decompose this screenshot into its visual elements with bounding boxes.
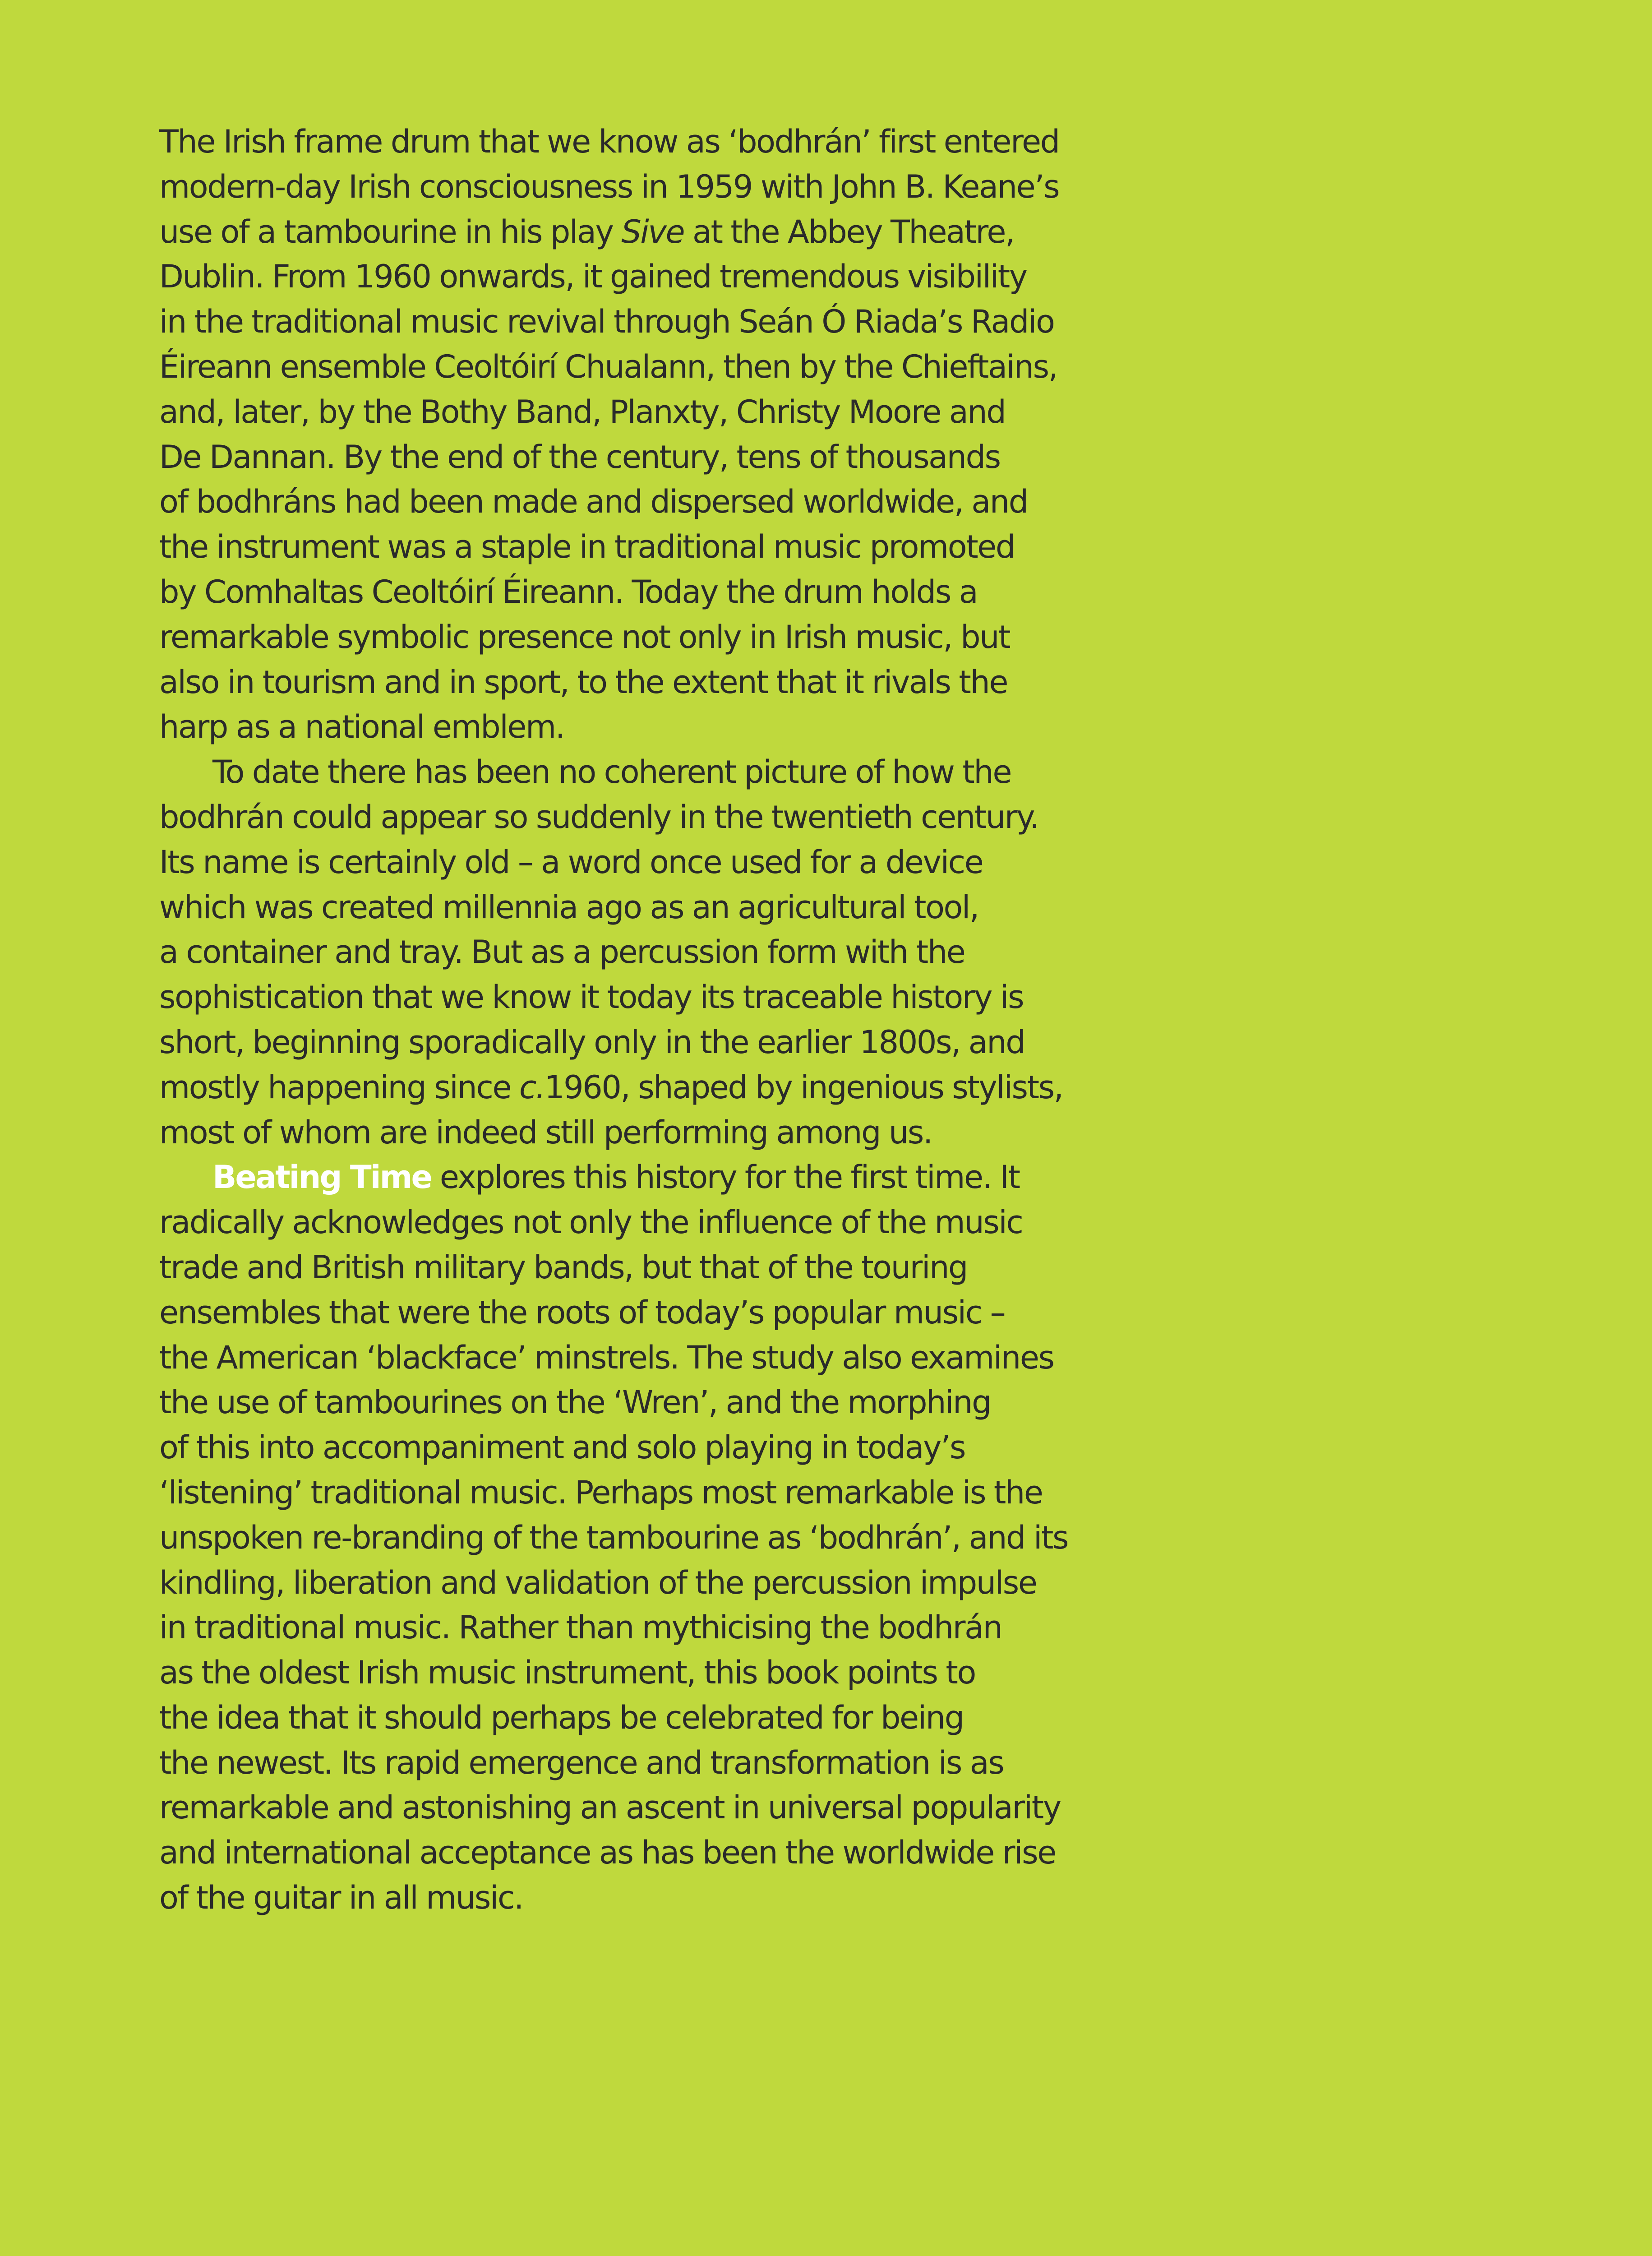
text-line: short, beginning sporadically only in the earlier 1800s, and (159, 1023, 1025, 1061)
text-line: a container and tray. But as a percussion form with the (159, 934, 965, 971)
book-title: Beating Time (212, 1159, 431, 1196)
text-line: the newest. Its rapid emergence and transformation is as (159, 1744, 1004, 1781)
text-line: ‘listening’ traditional music. Perhaps most remarkable is the (159, 1474, 1043, 1511)
text-line: Dublin. From 1960 onwards, it gained tremendous visibility (159, 258, 1027, 296)
text-line: also in tourism and in sport, to the extent that it rivals the (159, 663, 1008, 701)
text-line: by Comhaltas Ceoltóirí Éireann. Today the drum holds a (159, 573, 978, 610)
text-segment: at the Abbey Theatre, (684, 213, 1014, 250)
text-line: sophistication that we know it today its traceable history is (159, 979, 1024, 1016)
paragraph-1 (159, 120, 1152, 750)
text-line (159, 1065, 1152, 1110)
text-line: bodhrán could appear so suddenly in the twentieth century. (159, 798, 1039, 836)
text-line: of the guitar in all music. (159, 1879, 523, 1917)
text-line: of bodhráns had been made and dispersed worldwide, and (159, 483, 1028, 521)
text-line: Éireann ensemble Ceoltóirí Chualann, then by the Chieftains, (159, 348, 1057, 385)
text-line: the instrument was a staple in traditional music promoted (159, 528, 1015, 566)
text-line: remarkable and astonishing an ascent in universal popularity (159, 1789, 1061, 1826)
paragraph-3 (159, 1155, 1152, 1921)
text-line: unspoken re-branding of the tambourine as ‘bodhrán’, and its (159, 1519, 1068, 1556)
text-segment: use of a tambourine in his play (159, 213, 613, 250)
text-line: which was created millennia ago as an agricultural tool, (159, 888, 978, 926)
paragraph-2 (159, 750, 1152, 1155)
text-line: Its name is certainly old – a word once used for a device (159, 843, 983, 881)
circa-abbreviation: c. (519, 1068, 545, 1106)
text-line: of this into accompaniment and solo playing in today’s (159, 1429, 965, 1466)
text-line: and, later, by the Bothy Band, Planxty, Christy Moore and (159, 393, 1006, 430)
text-line: the American ‘blackface’ minstrels. The study also examines (159, 1339, 1054, 1376)
text-segment: explores this history for the first time. It (431, 1159, 1020, 1196)
text-line: and international acceptance as has been the worldwide rise (159, 1834, 1056, 1872)
text-line: De Dannan. By the end of the century, tens of thousands (159, 438, 1000, 476)
text-line: kindling, liberation and validation of the percussion impulse (159, 1564, 1037, 1601)
text-line: ensembles that were the roots of today’s popular music – (159, 1294, 1005, 1331)
text-segment: 1960, shaped by ingenious stylists, (544, 1068, 1063, 1106)
text-line: remarkable symbolic presence not only in Irish music, but (159, 618, 1010, 656)
text-line (159, 1155, 1152, 1200)
text-line: modern-day Irish consciousness in 1959 with John B. Keane’s (159, 168, 1059, 205)
text-line: in the traditional music revival through Seán Ó Riada’s Radio (159, 303, 1054, 341)
blurb-text (159, 120, 1152, 1921)
text-segment: mostly happening since (159, 1068, 520, 1106)
text-line: To date there has been no coherent picture of how the (212, 754, 1011, 791)
text-line: in traditional music. Rather than mythicising the bodhrán (159, 1609, 1002, 1646)
text-line: radically acknowledges not only the influence of the music (159, 1204, 1023, 1241)
text-line: harp as a national emblem. (159, 708, 564, 746)
text-line: the idea that it should perhaps be celebrated for being (159, 1699, 964, 1736)
text-line: The Irish frame drum that we know as ‘bodhrán’ first entered (159, 123, 1059, 160)
text-line: the use of tambourines on the ‘Wren’, and the morphing (159, 1384, 991, 1421)
play-title-sive: Sive (621, 213, 684, 250)
text-line (159, 210, 1152, 255)
text-line: trade and British military bands, but that of the touring (159, 1248, 968, 1286)
text-line: most of whom are indeed still performing among us. (159, 1114, 932, 1151)
text-line: as the oldest Irish music instrument, this book points to (159, 1654, 975, 1692)
